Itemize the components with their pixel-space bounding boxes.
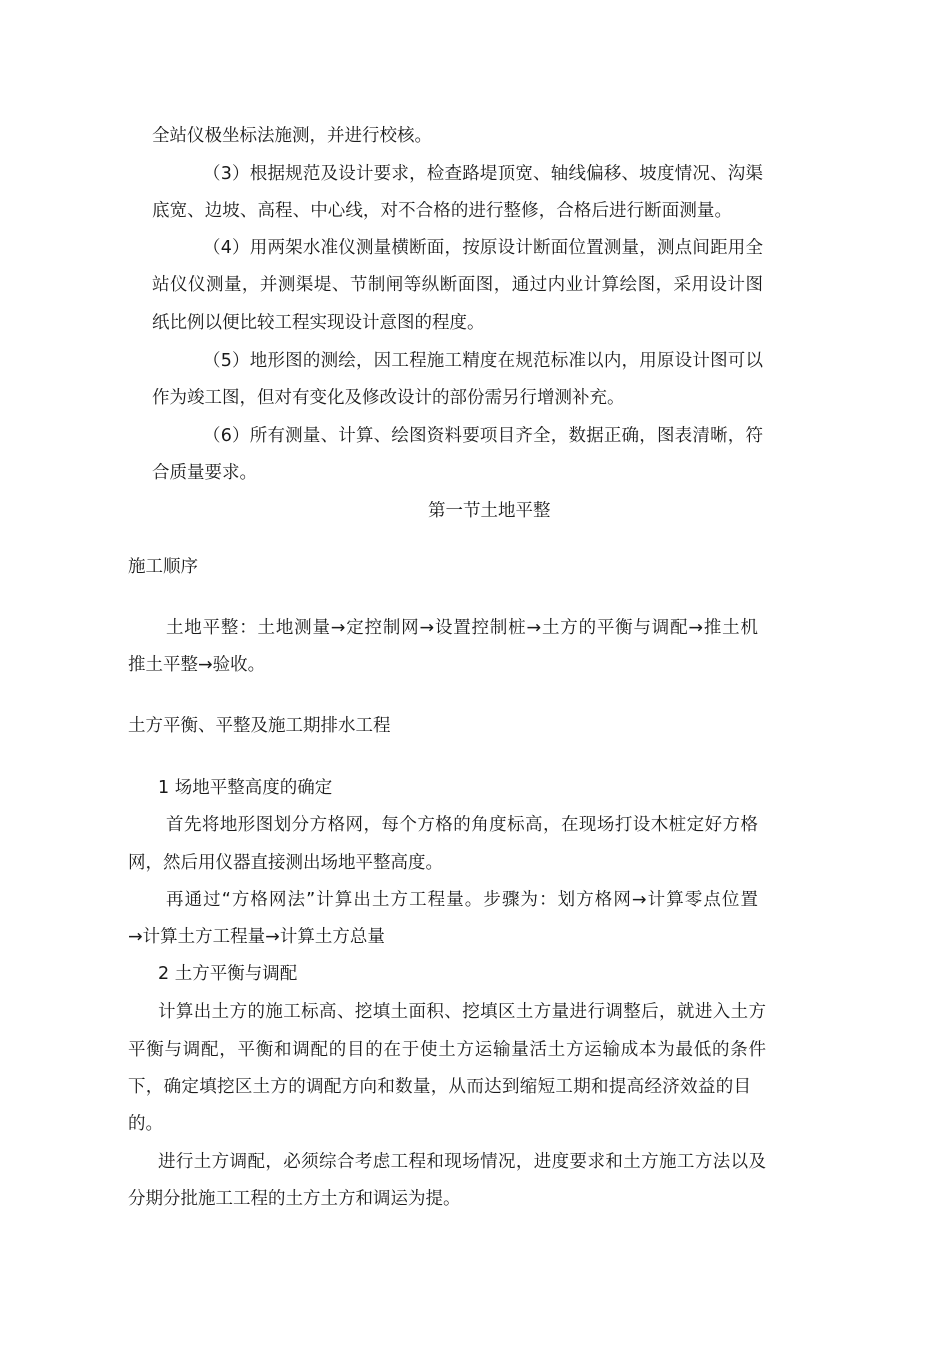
subheading: 1 场地平整高度的确定 <box>158 778 333 798</box>
text-line: （3）根据规范及设计要求，检查路堤顶宽、轴线偏移、坡度情况、沟渠 <box>203 164 763 184</box>
text-line: 首先将地形图划分方格网，每个方格的角度标高，在现场打设木桩定好方格 <box>166 815 758 835</box>
subheading: 施工顺序 <box>128 557 198 577</box>
text-line: （5）地形图的测绘，因工程施工精度在规范标准以内，用原设计图可以 <box>203 351 763 371</box>
text-line: →计算土方工程量→计算土方总量 <box>128 927 385 947</box>
text-line: 计算出土方的施工标高、挖填土面积、挖填区土方量进行调整后，就进入土方 <box>158 1002 766 1022</box>
section-heading: 第一节土地平整 <box>428 501 551 521</box>
text-line: 全站仪极坐标法施测，并进行校核。 <box>152 126 432 146</box>
subheading: 土方平衡、平整及施工期排水工程 <box>128 716 391 736</box>
subheading: 2 土方平衡与调配 <box>158 964 298 984</box>
text-line: 土地平整：土地测量→定控制网→设置控制桩→土方的平衡与调配→推土机 <box>166 618 758 638</box>
text-line: 的。 <box>128 1114 163 1134</box>
text-line: 合质量要求。 <box>152 463 257 483</box>
text-line: 站仪仪测量，并测渠堤、节制闸等纵断面图，通过内业计算绘图，采用设计图 <box>152 275 763 295</box>
text-line: 作为竣工图，但对有变化及修改设计的部份需另行增测补充。 <box>152 388 625 408</box>
text-line: 进行土方调配，必须综合考虑工程和现场情况，进度要求和土方施工方法以及 <box>158 1152 766 1172</box>
text-line: 分期分批施工工程的土方土方和调运为提。 <box>128 1189 461 1209</box>
text-line: （4）用两架水准仪测量横断面，按原设计断面位置测量，测点间距用全 <box>203 238 763 258</box>
text-line: （6）所有测量、计算、绘图资料要项目齐全，数据正确，图表清晰，符 <box>203 426 763 446</box>
text-line: 底宽、边坡、高程、中心线，对不合格的进行整修，合格后进行断面测量。 <box>152 201 732 221</box>
text-line: 再通过“方格网法”计算出土方工程量。步骤为：划方格网→计算零点位置 <box>166 890 758 910</box>
text-line: 推土平整→验收。 <box>128 655 266 675</box>
text-line: 下，确定填挖区土方的调配方向和数量，从而达到缩短工期和提高经济效益的目 <box>128 1077 751 1097</box>
text-line: 平衡与调配，平衡和调配的目的在于使土方运输量活土方运输成本为最低的条件 <box>128 1040 766 1060</box>
text-line: 纸比例以便比较工程实现设计意图的程度。 <box>152 313 485 333</box>
text-line: 网，然后用仪器直接测出场地平整高度。 <box>128 853 443 873</box>
